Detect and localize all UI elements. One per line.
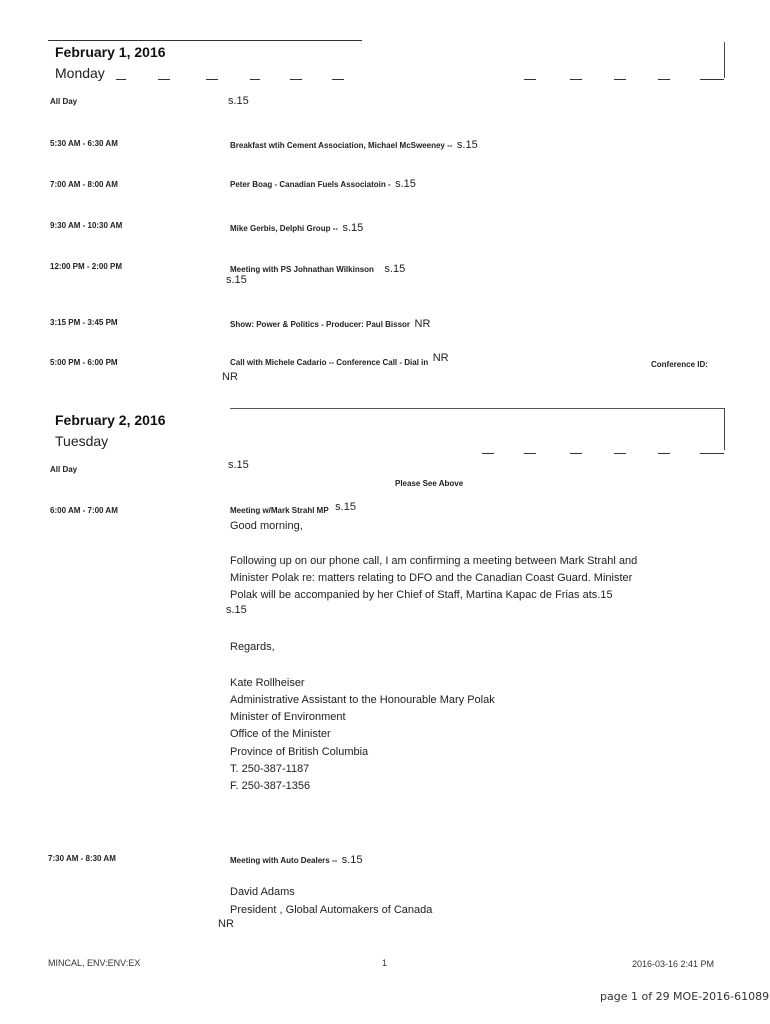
conference-id-label: Conference ID: — [651, 360, 708, 369]
entry-time: All Day — [50, 97, 78, 106]
day2-weekday: Tuesday — [55, 433, 109, 449]
footer-page-number: 1 — [382, 958, 388, 968]
signature-fax: F. 250-387-1356 — [230, 780, 311, 792]
redaction-mark: NR — [414, 318, 431, 330]
email-body-line: Minister Polak re: matters relating to DFO and the Canadian Coast Guard. Minister — [230, 572, 633, 584]
entry-time: 3:15 PM - 3:45 PM — [50, 318, 118, 327]
email-body-line: Following up on our phone call, I am confirming a meeting between Mark Strahl and — [230, 555, 638, 567]
entry-time: All Day — [50, 465, 78, 474]
redaction-mark: s.15 — [226, 604, 247, 616]
email-greeting: Good morning, — [230, 520, 303, 532]
day1-weekday: Monday — [55, 65, 105, 81]
entry-time: 5:30 AM - 6:30 AM — [50, 139, 118, 148]
entry-title: Show: Power & Politics - Producer: Paul Bissor — [230, 320, 411, 329]
entry-title: Call with Michele Cadario -- Conference Call - Dial in — [230, 358, 429, 367]
signature-name: Kate Rollheiser — [230, 677, 305, 689]
entry-title: Peter Boag - Canadian Fuels Associatoin - — [230, 180, 391, 189]
redaction-mark: s.15 — [335, 501, 356, 513]
signature-line: Province of British Columbia — [230, 746, 369, 758]
signature-phone: T. 250-387-1187 — [230, 763, 310, 775]
attendee-title: President , Global Automakers of Canada — [230, 904, 433, 916]
footer-left: MINCAL, ENV:ENV:EX — [48, 958, 141, 968]
entry-time: 12:00 PM - 2:00 PM — [50, 262, 123, 271]
day1-date: February 1, 2016 — [55, 44, 166, 60]
entry-title: Meeting w/Mark Strahl MP — [230, 506, 329, 515]
email-regards: Regards, — [230, 641, 275, 653]
entry-time: 9:30 AM - 10:30 AM — [50, 221, 123, 230]
redaction-mark: s.15 — [341, 854, 363, 866]
entry-time: 6:00 AM - 7:00 AM — [50, 506, 118, 515]
entry-title: Meeting with PS Johnathan Wilkinson — [230, 265, 374, 274]
redaction-mark: s.15 — [228, 459, 249, 471]
attendee-name: David Adams — [230, 886, 295, 898]
day2-date: February 2, 2016 — [55, 412, 166, 428]
entry-time: 7:00 AM - 8:00 AM — [50, 180, 118, 189]
entry-title: Mike Gerbis, Delphi Group -- — [230, 224, 339, 233]
redaction-mark: NR — [222, 371, 238, 383]
email-body-line: Polak will be accompanied by her Chief of Staff, Martina Kapac de Frias at — [230, 589, 592, 601]
signature-line: Office of the Minister — [230, 728, 331, 740]
redaction-mark: s.15 — [384, 263, 406, 275]
entry-time: 5:00 PM - 6:00 PM — [50, 358, 118, 367]
redaction-mark: NR — [218, 918, 234, 930]
signature-line: Administrative Assistant to the Honourable Mary Polak — [230, 694, 495, 706]
redaction-mark: s.15 — [456, 139, 478, 151]
redaction-mark: s.15 — [591, 589, 613, 601]
signature-line: Minister of Environment — [230, 711, 346, 723]
redaction-mark: NR — [432, 352, 449, 364]
redaction-mark: s.15 — [228, 95, 249, 107]
top-rule — [48, 40, 362, 41]
entry-time: 7:30 AM - 8:30 AM — [48, 854, 116, 863]
redaction-mark: s.15 — [342, 222, 364, 234]
redaction-mark: s.15 — [395, 178, 416, 190]
entry-title: Meeting with Auto Dealers -- — [230, 856, 338, 865]
entry-title: Breakfast wtih Cement Association, Michael McSweeney -- — [230, 141, 453, 150]
page-stamp: page 1 of 29 MOE-2016-61089 — [600, 990, 770, 1003]
redaction-mark: s.15 — [226, 274, 247, 286]
please-see-above-note: Please See Above — [395, 479, 464, 488]
footer-timestamp: 2016-03-16 2:41 PM — [632, 959, 715, 969]
